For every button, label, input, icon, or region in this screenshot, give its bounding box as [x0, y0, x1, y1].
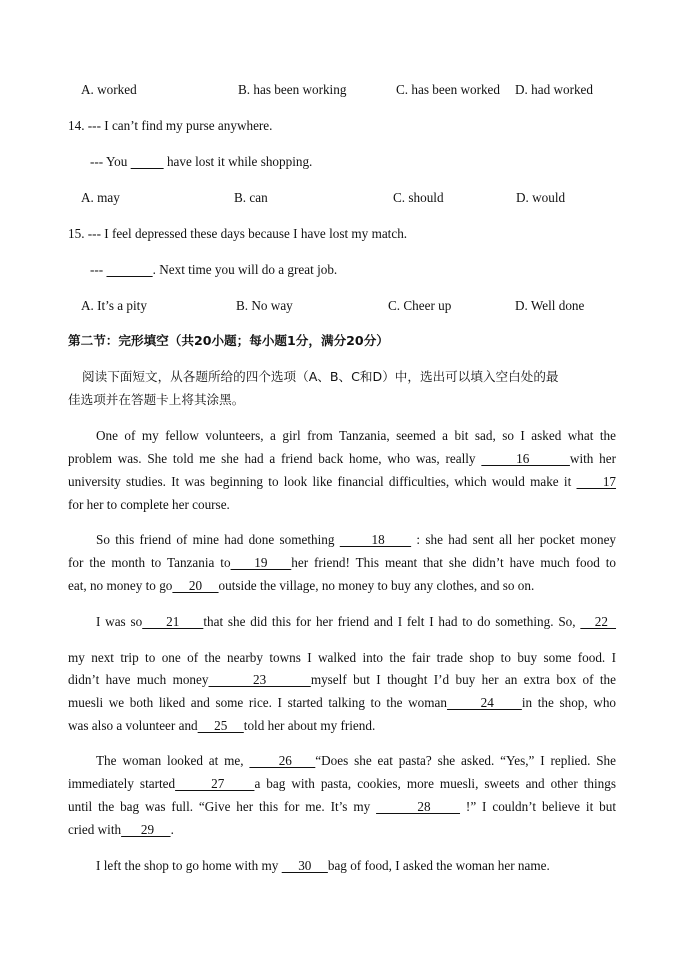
blank-20: 20 [172, 578, 219, 593]
p2-line-2 [68, 555, 616, 571]
blank-28: 28 [376, 799, 461, 814]
p2-line-3-text-b: outside the village, no money to buy any clothes, and so on. [218, 578, 535, 593]
q14-question: 14. --- I can’t find my purse anywhere. [68, 118, 273, 133]
p3-line-4 [68, 695, 616, 711]
p3-line-4-text-b: in the shop, who [521, 695, 617, 710]
p2-line-1 [96, 532, 616, 548]
p3-line-3-text-a: didn’t have much money [68, 672, 209, 687]
blank-30: 30 [281, 858, 328, 873]
p5-line-1 [96, 858, 550, 874]
blank-16: 16 [481, 451, 570, 466]
section-instruction-1: 阅读下面短文，从各题所给的四个选项（A、B、C和D）中，选出可以填入空白处的最 [82, 369, 559, 384]
p4-line-1-text-a: The woman looked at me, [96, 753, 244, 768]
p4-line-3-text-b: !” I couldn’t believe it but [465, 799, 617, 814]
q14-option-a: A. may [81, 190, 120, 205]
p4-line-1-text-b: “Does she eat pasta? she asked. “Yes,” I replied. She [315, 753, 617, 768]
blank-21: 21 [142, 614, 204, 629]
q15-reply-post: . Next time you will do a great job. [152, 262, 338, 277]
p3-line-5-text-b: told her about my friend. [243, 718, 376, 733]
p4-line-2 [68, 776, 616, 792]
q15-reply [90, 262, 337, 278]
q14-option-d: D. would [516, 190, 566, 205]
p4-line-4-text-a: cried with [68, 822, 122, 837]
p1-line-2-text-b: with her [569, 451, 617, 466]
q15-option-d: D. Well done [515, 298, 585, 313]
blank-19: 19 [230, 555, 292, 570]
p2-line-3-text-a: eat, no money to go [68, 578, 173, 593]
section-heading: 第二节：完形填空（共20小题；每小题1分，满分20分） [68, 333, 389, 348]
blank-18: 18 [339, 532, 412, 547]
q13-option-d: D. had worked [515, 82, 594, 97]
q15-question: 15. --- I feel depressed these days because I have lost my match. [68, 226, 408, 241]
p3-line-3 [68, 672, 616, 688]
p3-line-1-text-b: that she did this for her friend and I felt I had to do something. So, [203, 614, 576, 629]
p5-line-1-text-a: I left the shop to go home with my [96, 858, 279, 873]
blank-24: 24 [446, 695, 522, 710]
q13-option-a: A. worked [81, 82, 137, 97]
p5-line-1-text-b: bag of food, I asked the woman her name. [327, 858, 550, 873]
q15-option-c: C. Cheer up [388, 298, 452, 313]
q15-blank [106, 262, 152, 277]
p3-line-4-text-a: muesli we both liked and some rice. I started talking to the woman [68, 695, 447, 710]
p2-line-2-text-a: for the month to Tanzania to [68, 555, 231, 570]
p3-line-1 [96, 614, 616, 630]
blank-23: 23 [208, 672, 311, 687]
p3-line-2: my next trip to one of the nearby towns I walked into the fair trade shop to buy some food. I [68, 650, 616, 665]
p4-line-4 [68, 822, 174, 838]
q14-reply [90, 154, 312, 170]
section-instruction-2: 佳选项并在答题卡上将其涂黑。 [68, 392, 245, 407]
blank-17: 17 [576, 474, 617, 489]
q15-option-a: A. It’s a pity [81, 298, 147, 313]
p1-line-1: One of my fellow volunteers, a girl from Tanzania, seemed a bit sad, so I asked what the [96, 428, 616, 443]
p1-line-2-text-a: problem was. She told me she had a friend back home, who was, really [68, 451, 476, 466]
q14-reply-pre: --- You [90, 154, 128, 169]
p1-line-4: for her to complete her course. [68, 497, 230, 512]
q14-reply-post: have lost it while shopping. [166, 154, 313, 169]
q13-option-c: C. has been worked [396, 82, 501, 97]
p1-line-3-text: university studies. It was beginning to look like financial difficulties, which would make it [68, 474, 572, 489]
p2-line-3 [68, 578, 534, 594]
p2-line-2-text-b: her friend! This meant that she didn’t have much food to [291, 555, 617, 570]
p3-line-1-text-a: I was so [96, 614, 143, 629]
p4-line-3 [68, 799, 616, 815]
p3-line-3-text-b: myself but I thought I’d buy her an extra box of the [310, 672, 617, 687]
p4-line-4-text-b: . [170, 822, 174, 837]
p4-line-1 [96, 753, 616, 769]
p4-line-2-text-b: a bag with pasta, cookies, more muesli, sweets and other things [254, 776, 616, 791]
q13-option-b: B. has been working [238, 82, 347, 97]
p2-line-1-text-a: So this friend of mine had done something [96, 532, 335, 547]
blank-25: 25 [197, 718, 244, 733]
q14-option-b: B. can [234, 190, 268, 205]
q15-option-b: B. No way [236, 298, 293, 313]
p4-line-2-text-a: immediately started [68, 776, 176, 791]
blank-26: 26 [249, 753, 316, 768]
p3-line-5 [68, 718, 375, 734]
blank-27: 27 [175, 776, 255, 791]
p1-line-3 [68, 474, 616, 490]
blank-22: 22 [580, 614, 617, 629]
p2-line-1-text-b: : she had sent all her pocket money [416, 532, 617, 547]
blank-29: 29 [121, 822, 171, 837]
p1-line-2 [68, 451, 616, 467]
q14-blank [131, 154, 164, 169]
q14-option-c: C. should [393, 190, 444, 205]
p3-line-5-text-a: was also a volunteer and [68, 718, 198, 733]
p4-line-3-text-a: until the bag was full. “Give her this for me. It’s my [68, 799, 371, 814]
q15-reply-pre: --- [90, 262, 104, 277]
